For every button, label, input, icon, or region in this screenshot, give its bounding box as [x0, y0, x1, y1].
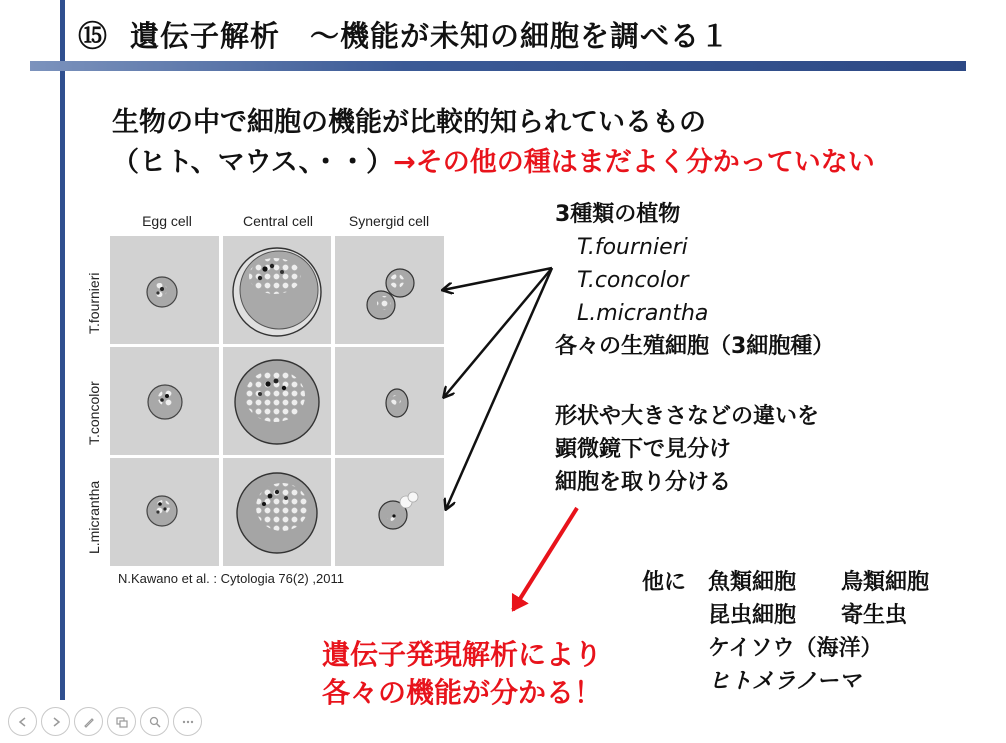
- more-icon[interactable]: [173, 707, 202, 736]
- description-block: [555, 400, 819, 499]
- species-t-fournieri: T.fournieri: [577, 235, 688, 260]
- row-header-t-fournieri: T.fournieri: [86, 272, 102, 334]
- others-label: 他に: [642, 570, 687, 595]
- row-header-t-concolor: T.concolor: [86, 381, 102, 445]
- species-t-concolor: T.concolor: [577, 268, 689, 293]
- slides-icon[interactable]: [107, 707, 136, 736]
- others-row: [708, 665, 929, 698]
- species-l-micrantha: L.micrantha: [577, 301, 709, 326]
- others-item: ヒトメラノーマ: [708, 669, 861, 694]
- description-line-3: 細胞を取り分ける: [555, 470, 732, 495]
- plants-cells: 各々の生殖細胞（3細胞種）: [555, 334, 835, 359]
- others-list: [708, 566, 929, 698]
- intro-highlight: →その他の種はまだよく分かっていない: [393, 147, 875, 178]
- intro-line-1: 生物の中で細胞の機能が比較的知られているもの: [112, 107, 706, 138]
- previous-icon[interactable]: [8, 707, 37, 736]
- intro-examples: （ヒト、マウス、・・）: [112, 147, 394, 178]
- result-line-1: 遺伝子発現解析により: [322, 638, 603, 671]
- others-item: 鳥類細胞: [841, 570, 930, 595]
- column-header-central-cell: Central cell: [242, 213, 314, 229]
- plants-block: [555, 198, 834, 363]
- description-line-2: 顕微鏡下で見分け: [555, 437, 732, 462]
- slideshow-toolbar: [8, 707, 202, 736]
- slide-title-text: 遺伝子解析 ～機能が未知の細胞を調べる１: [130, 19, 731, 53]
- others-item: 昆虫細胞: [708, 603, 797, 628]
- next-icon[interactable]: [41, 707, 70, 736]
- zoom-icon[interactable]: [140, 707, 169, 736]
- red-down-arrow: [513, 508, 577, 610]
- result-block: [322, 636, 602, 712]
- column-header-synergid-cell: Synergid cell: [348, 213, 430, 229]
- others-row: [708, 566, 929, 599]
- plants-heading: 3種類の植物: [555, 202, 681, 227]
- others-item: ケイソウ（海洋）: [708, 636, 883, 661]
- arrow-to-row-3: [446, 268, 552, 509]
- pen-icon[interactable]: [74, 707, 103, 736]
- others-row: [708, 632, 929, 665]
- others-item: 寄生虫: [841, 603, 908, 628]
- others-item: 魚類細胞: [708, 570, 797, 595]
- description-line-1: 形状や大きさなどの違いを: [555, 404, 820, 429]
- column-header-egg-cell: Egg cell: [142, 213, 192, 229]
- row-header-l-micrantha: L.micrantha: [86, 480, 102, 554]
- slide-number: ⑮: [78, 19, 109, 53]
- others-row: [708, 599, 929, 632]
- figure-citation: N.Kawano et al. : Cytologia 76(2) ,2011: [118, 571, 344, 586]
- result-line-2: 各々の機能が分かる！: [322, 676, 603, 709]
